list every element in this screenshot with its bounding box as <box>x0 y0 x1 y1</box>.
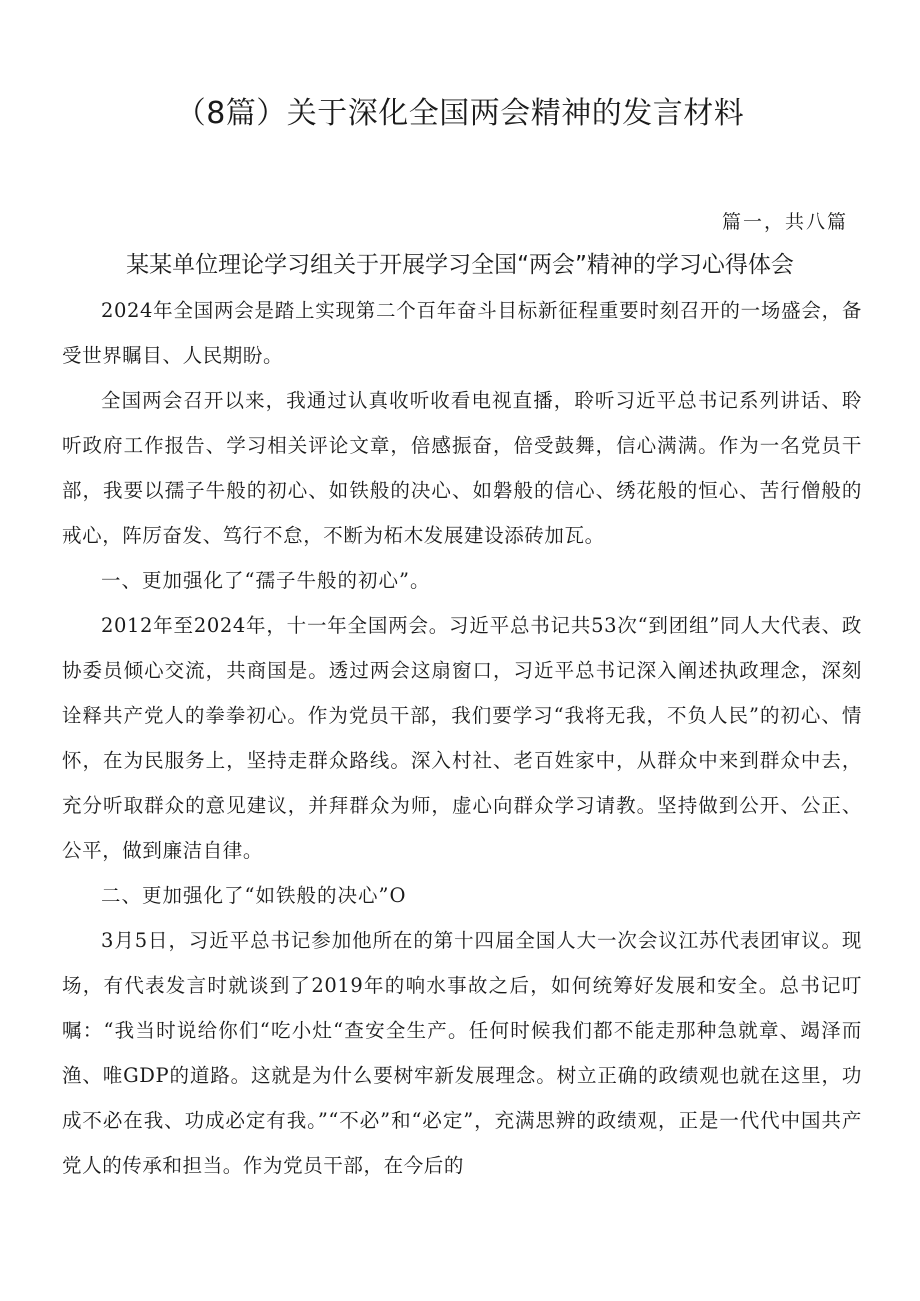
document-body <box>62 288 862 1188</box>
paragraph-section-one: 2012年至2024年，十一年全国两会。习近平总书记共53次“到团组”同人大代表、政协委员倾心交流，共商国是。透过两会这扇窗口，习近平总书记深入阐述执政理念，深刻诠释共产党人的拳拳初心。作为党员干部，我们要学习“我将无我，不负人民”的初心、情怀，在为民服务上，坚持走群众路线。深入村社、老百姓家中，从群众中来到群众中去，充分听取群众的意见建议，并拜群众为师，虚心向群众学习请教。坚持做到公开、公正、公平，做到廉洁自律。 <box>62 614 862 862</box>
document-title: （8篇）关于深化全国两会精神的发言材料 <box>175 96 745 131</box>
section-heading-one: 一、更加强化了“孺子牛般的初心”。 <box>101 569 431 592</box>
section-heading-two: 二、更加强化了“如铁般的决心”O <box>101 884 407 907</box>
part-label: 篇一，共八篇 <box>721 211 848 233</box>
paragraph-summary: 全国两会召开以来，我通过认真收听收看电视直播，聆听习近平总书记系列讲话、聆听政府工作报告、学习相关评论文章，倍感振奋，倍受鼓舞，信心满满。作为一名党员干部，我要以孺子牛般的初心、如铁般的决心、如磐般的信心、绣花般的恒心、苦行僧般的戒心，阵厉奋发、笃行不怠，不断为柘木发展建设添砖加瓦。 <box>62 389 862 547</box>
paragraph-section-two: 3月5日，习近平总书记参加他所在的第十四届全国人大一次会议江苏代表团审议。现场，有代表发言时就谈到了2019年的响水事故之后，如何统筹好发展和安全。总书记叮嘱：“我当时说给你们“吃小灶“查安全生产。任何时候我们都不能走那种急就章、竭泽而渔、唯GDP的道路。这就是为什么要树牢新发展理念。树立正确的政绩观也就在这里，功成不必在我、功成必定有我。”“不必”和“必定”，充满思辨的政绩观，正是一代代中国共产党人的传承和担当。作为党员干部，在今后的 <box>62 929 862 1177</box>
article-title: 某某单位理论学习组关于开展学习全国“两会”精神的学习心得体会 <box>126 252 794 278</box>
paragraph-intro: 2024年全国两会是踏上实现第二个百年奋斗目标新征程重要时刻召开的一场盛会，备受世界瞩目、人民期盼。 <box>62 299 862 367</box>
